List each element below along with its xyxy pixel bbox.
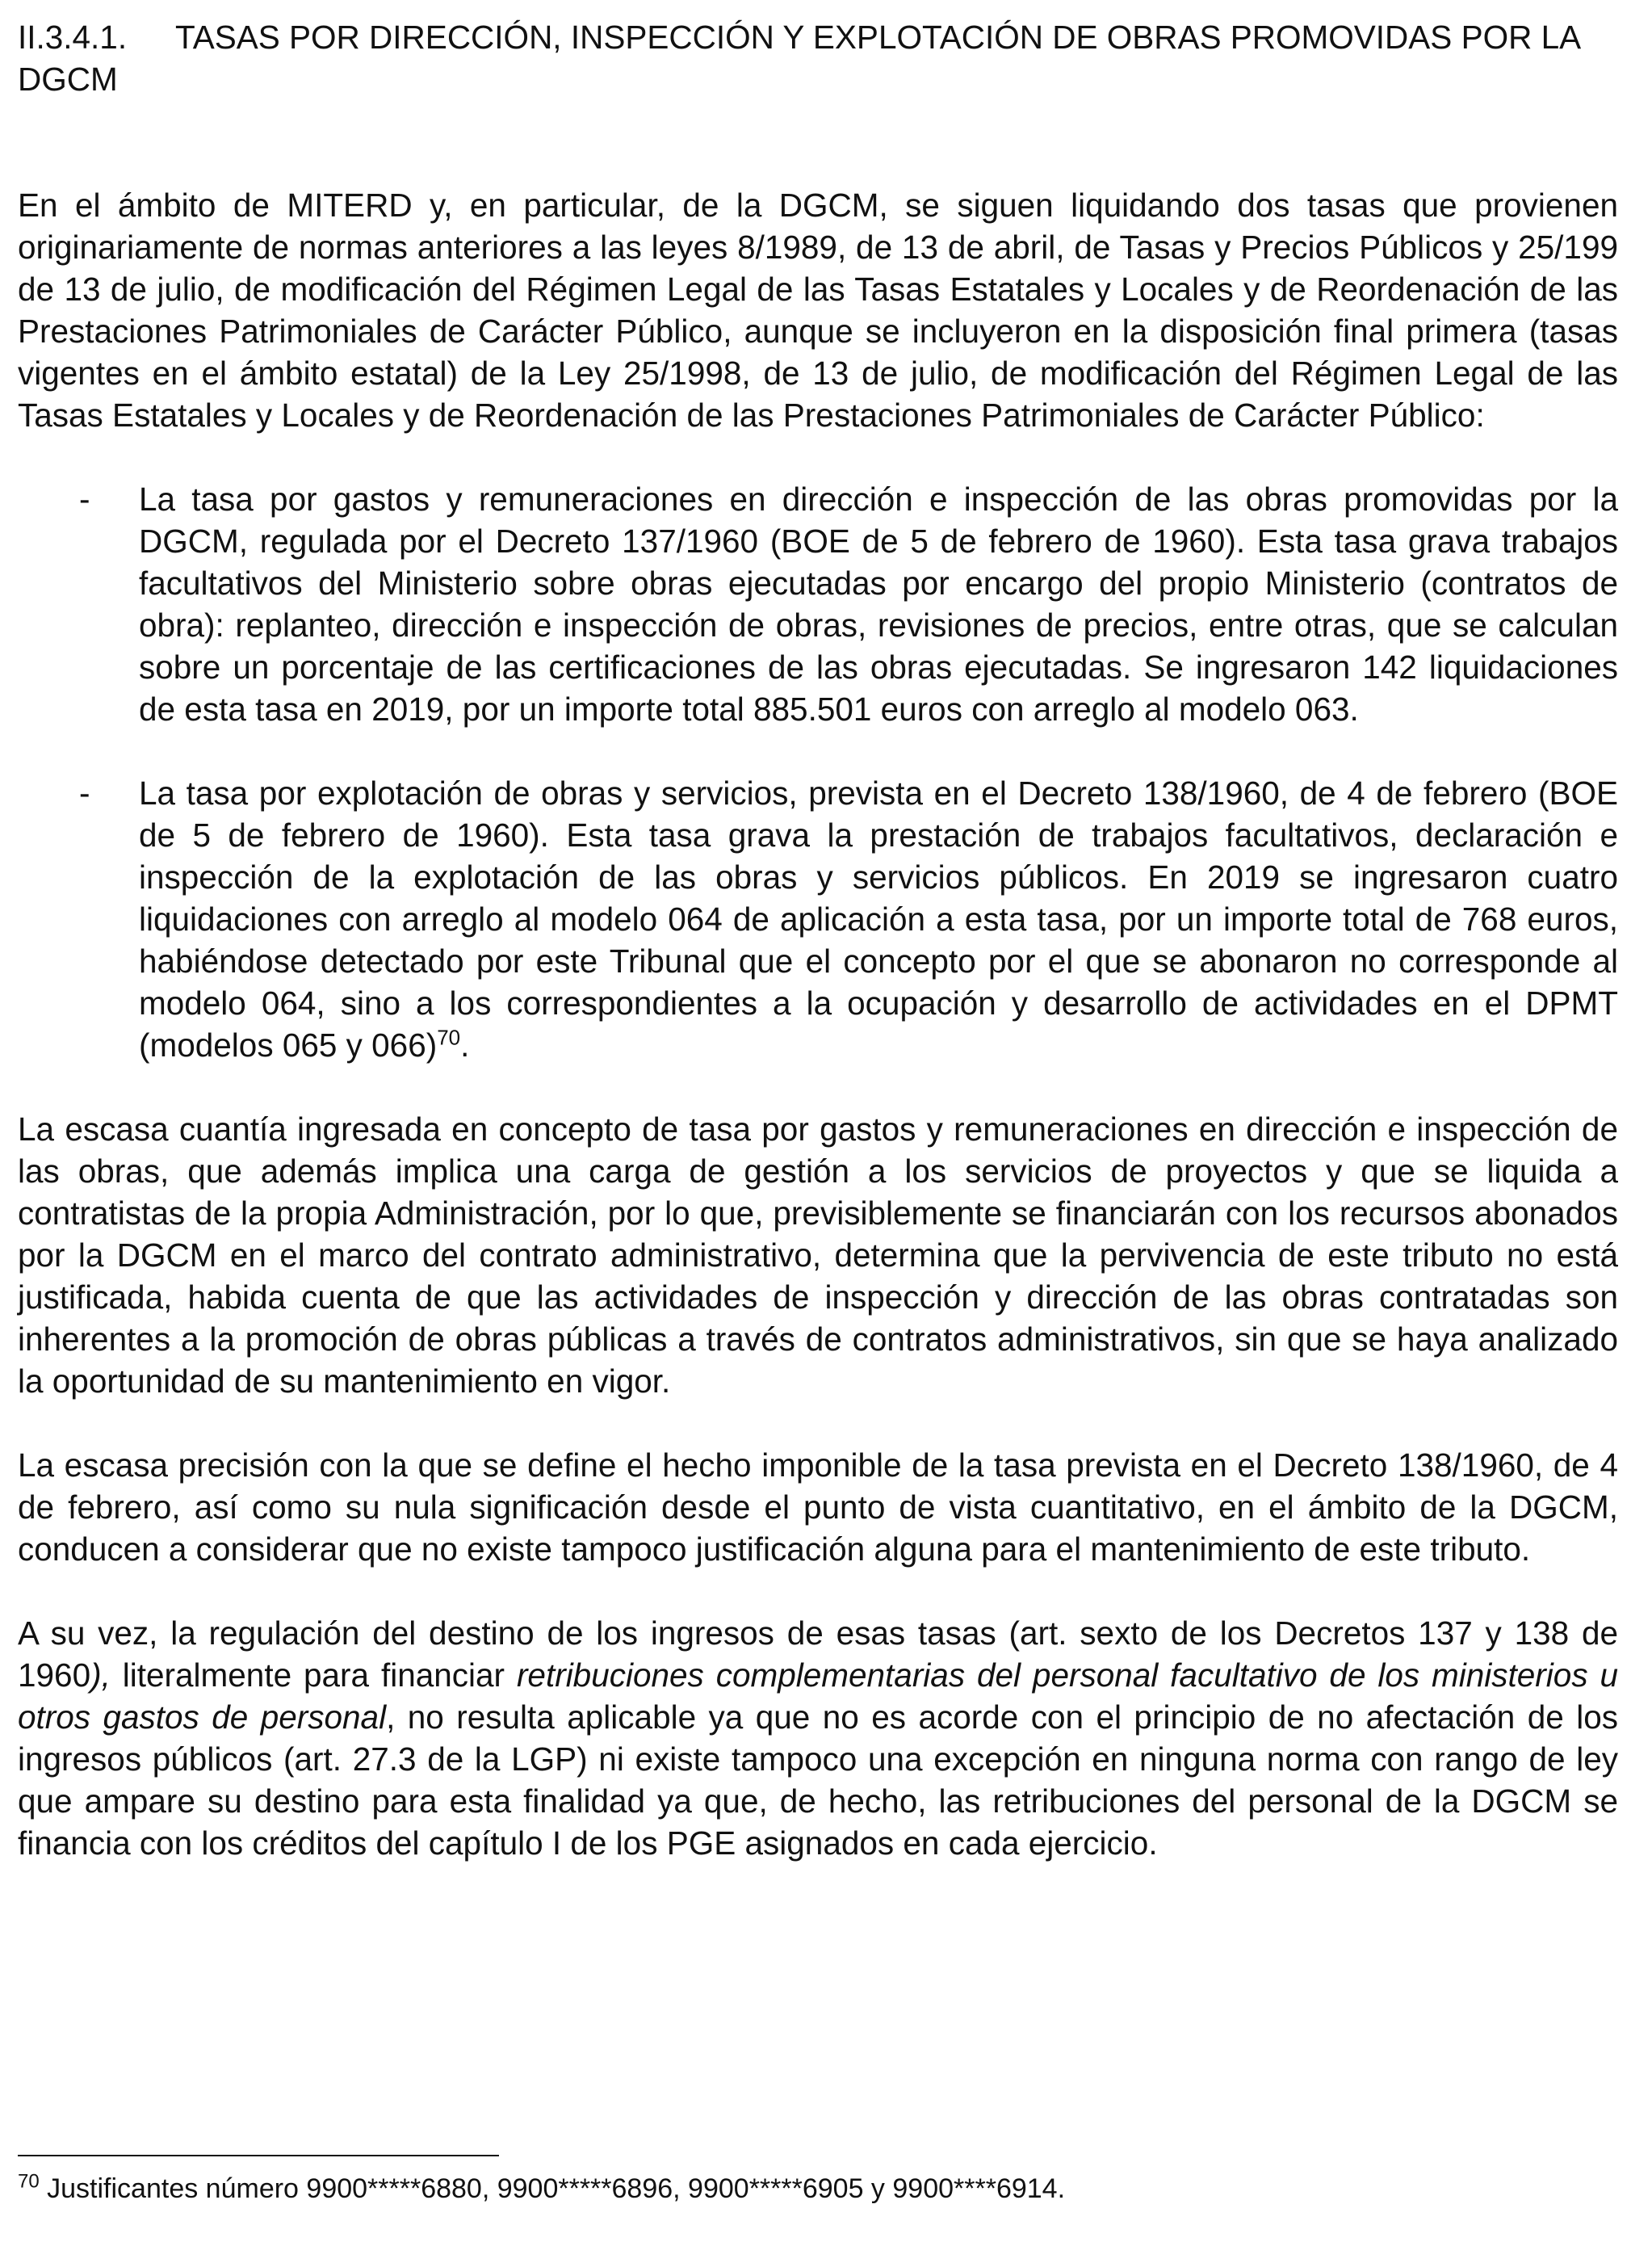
section-heading — [18, 16, 1618, 100]
paragraph-regulation-part1-italic: ), — [90, 1656, 111, 1694]
footnote-reference[interactable]: 70 — [437, 1025, 461, 1050]
tax-list — [18, 478, 1618, 1066]
footnote-text: Justificantes número 9900*****6880, 9900*****6896, 9900*****6905 y 9900****6914. — [39, 2173, 1066, 2204]
paragraph-assessment: La escasa cuantía ingresada en concepto de tasa por gastos y remuneraciones en dirección e inspección de las obras, que además implica una carga de gestión a los servicios de proyectos y que se liquida a contratistas de la propia Administración, por lo que, previsiblemente se financiarán con los recursos abonados por la DGCM en el marco del contrato administrativo, determina que la pervivencia de este tributo no está justificada, habida cuenta de que las actividades de inspección y dirección de las obras contratadas son inherentes a la promoción de obras públicas a través de contratos administrativos, sin que se haya analizado la oportunidad de su mantenimiento en vigor. — [18, 1111, 1618, 1400]
footnote — [18, 2171, 1618, 2206]
list-item-text: La tasa por explotación de obras y servicios, prevista en el Decreto 138/1960, de 4 de febrero (BOE de 5 de febrero de 1960). Esta tasa grava la prestación de trabajos facultativos, declaración e inspección de la explotación de las obras y servicios públicos. En 2019 se ingresaron cuatro liquidaciones con arreglo al modelo 064 de aplicación a esta tasa, por un importe total de 768 euros, habiéndose detectado por este Tribunal que el concepto por el que se abonaron no corresponde al modelo 064, sino a los correspondientes a la ocupación y desarrollo de actividades en el DPMT (modelos 065 y 066) — [139, 775, 1618, 1064]
document-page — [18, 16, 1618, 2226]
list-item — [18, 772, 1618, 1066]
list-item — [18, 478, 1618, 730]
list-item-end: . — [460, 1027, 470, 1064]
paragraph-intro: En el ámbito de MITERD y, en particular, de la DGCM, se siguen liquidando dos tasas que provienen originariamente de normas anteriores a las leyes 8/1989, de 13 de abril, de Tasas y Precios Públicos y 25/199 de 13 de julio, de modificación del Régimen Legal de las Tasas Estatales y Locales y de Reordenación de las Prestaciones Patrimoniales de Carácter Público, aunque se incluyeron en la disposición final primera (tasas vigentes en el ámbito estatal) de la Ley 25/1998, de 13 de julio, de modificación del Régimen Legal de las Tasas Estatales y Locales y de Reordenación de las Prestaciones Patrimoniales de Carácter Público: — [18, 187, 1618, 434]
list-bullet: - — [79, 481, 90, 518]
section-number: II.3.4.1. — [18, 19, 128, 56]
paragraph-precision: La escasa precisión con la que se define el hecho imponible de la tasa prevista en el Decreto 138/1960, de 4 de febrero, así como su nula significación desde el punto de vista cuantitativo, en el ámbito de la DGCM, conducen a considerar que no existe tampoco justificación alguna para el mantenimiento de este tributo. — [18, 1446, 1618, 1568]
list-item-text: La tasa por gastos y remuneraciones en dirección e inspección de las obras promovidas por la DGCM, regulada por el Decreto 137/1960 (BOE de 5 de febrero de 1960). Esta tasa grava trabajos facultativos del Ministerio sobre obras ejecutadas por encargo del propio Ministerio (contratos de obra): replanteo, dirección e inspección de obras, revisiones de precios, entre otras, que se calculan sobre un porcentaje de las certificaciones de las obras ejecutadas. Se ingresaron 142 liquidaciones de esta tasa en 2019, por un importe total 885.501 euros con arreglo al modelo 063. — [139, 481, 1618, 728]
paragraph-regulation — [18, 1612, 1618, 1864]
paragraph-regulation-part2: literalmente para financiar — [110, 1656, 517, 1694]
footnote-divider — [18, 2155, 499, 2156]
section-title: TASAS POR DIRECCIÓN, INSPECCIÓN Y EXPLOTACIÓN DE OBRAS PROMOVIDAS POR LA DGCM — [18, 19, 1579, 98]
paragraph-regulation-quote: retribuciones complementarias del personal facultativo de los ministerios u otros gastos de personal — [18, 1656, 1618, 1736]
paragraph-regulation-part4: , no resulta aplicable ya que no es acorde con el principio de no afectación de los ingresos públicos (art. 27.3 de la LGP) ni existe tampoco una excepción en ninguna norma con rango de ley que ampare su destino para esta finalidad ya que, de hecho, las retribuciones del personal de la DGCM se financia con los créditos del capítulo I de los PGE asignados en cada ejercicio. — [18, 1698, 1618, 1862]
footnote-number: 70 — [18, 2170, 40, 2193]
paragraph-regulation-part1: A su vez, la regulación del destino de los ingresos de esas tasas (art. sexto de los Decretos 137 y 138 de 1960 — [18, 1614, 1618, 1694]
list-bullet: - — [79, 775, 90, 812]
